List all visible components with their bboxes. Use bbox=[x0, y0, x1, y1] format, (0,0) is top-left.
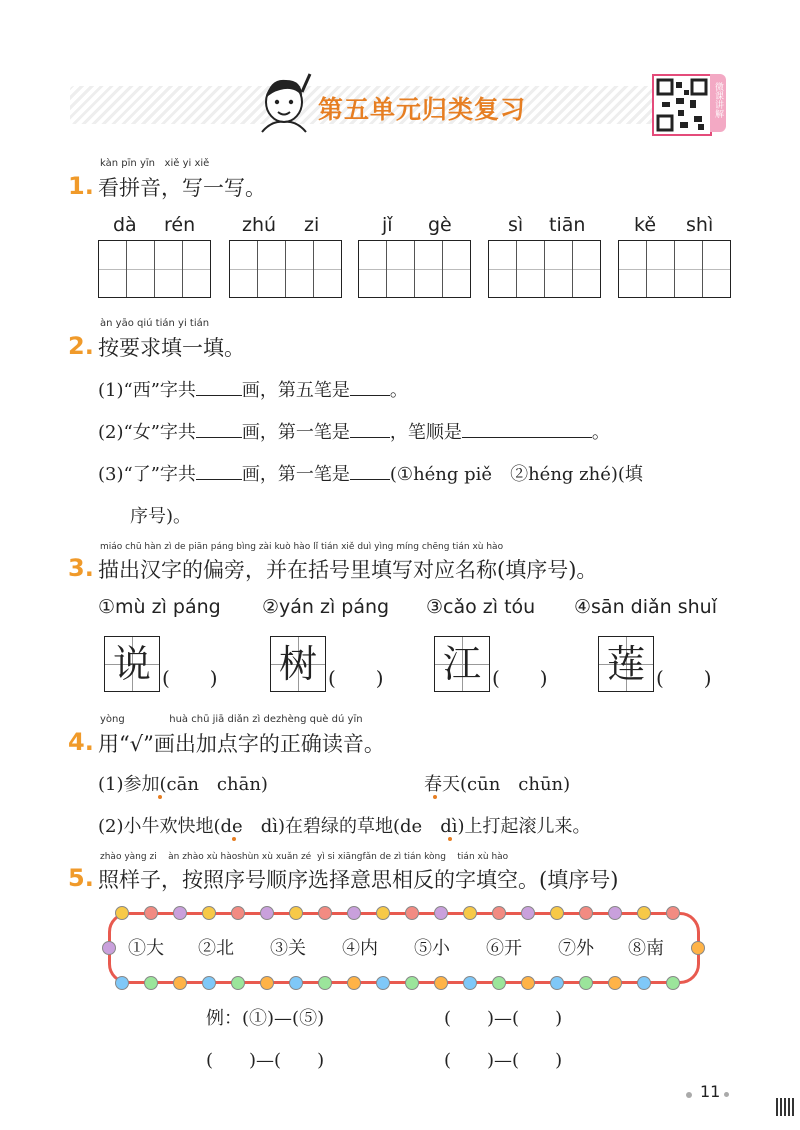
q5-answer-3[interactable]: ( )—( ) bbox=[444, 1050, 563, 1071]
q5-answer-2[interactable]: ( )—( ) bbox=[206, 1050, 325, 1071]
blank[interactable] bbox=[350, 461, 390, 480]
bead-icon bbox=[521, 906, 535, 920]
bead-icon bbox=[579, 906, 593, 920]
writing-grid-2[interactable] bbox=[229, 240, 342, 298]
q4-line-1a: (1)参加(cān chān) bbox=[98, 774, 268, 795]
q3-instruction: 描出汉字的偏旁，并在括号里填写对应名称(填序号)。 bbox=[98, 558, 598, 582]
q4-pinyin: yòng huà chū jiā diǎn zì dezhèng què dú yīn bbox=[100, 714, 363, 725]
q3-option-4: ④sān diǎn shuǐ bbox=[574, 596, 717, 618]
bead-border-box bbox=[108, 912, 700, 984]
q3-pinyin: miáo chū hàn zì de piān páng bìng zài kuò hào lǐ tián xiě duì yìng míng chēng tián xù hào bbox=[100, 542, 504, 552]
writing-grid-1[interactable] bbox=[98, 240, 211, 298]
bead-icon bbox=[405, 906, 419, 920]
bead-icon bbox=[289, 906, 303, 920]
q4-instruction: 用“√”画出加点字的正确读音。 bbox=[98, 732, 385, 756]
trace-char-2[interactable]: 树 bbox=[270, 636, 326, 692]
q1-number: 1. bbox=[68, 172, 94, 200]
bead-icon bbox=[231, 906, 245, 920]
small-qr-icon bbox=[776, 1098, 794, 1116]
bead-icon bbox=[173, 906, 187, 920]
emphasis-dot bbox=[433, 795, 437, 799]
blank[interactable] bbox=[196, 377, 242, 396]
bead-icon bbox=[691, 941, 705, 955]
bead-icon bbox=[492, 906, 506, 920]
bead-icon bbox=[376, 976, 390, 990]
q5-item-7: ⑦外 bbox=[558, 938, 594, 959]
page-dot-left bbox=[686, 1092, 692, 1098]
bead-icon bbox=[144, 976, 158, 990]
bead-icon bbox=[376, 906, 390, 920]
q5-example: 例：(①)—(⑤) bbox=[206, 1008, 325, 1029]
answer-paren-1[interactable]: ( ) bbox=[162, 666, 218, 690]
bead-icon bbox=[115, 906, 129, 920]
q5-number: 5. bbox=[68, 864, 94, 892]
writing-grid-3[interactable] bbox=[358, 240, 471, 298]
bead-icon bbox=[405, 976, 419, 990]
page-number: 11 bbox=[700, 1082, 721, 1101]
q1-box2-pinyin-a: zhú bbox=[242, 214, 277, 236]
q5-item-2: ②北 bbox=[198, 938, 234, 959]
bead-icon bbox=[318, 906, 332, 920]
page-title: 第五单元归类复习 bbox=[318, 95, 527, 124]
qr-code-icon[interactable] bbox=[652, 74, 712, 136]
q2-instruction: 按要求填一填。 bbox=[98, 336, 245, 360]
q5-answer-1[interactable]: ( )—( ) bbox=[444, 1008, 563, 1029]
answer-paren-2[interactable]: ( ) bbox=[328, 666, 384, 690]
emphasis-dot bbox=[448, 837, 452, 841]
q1-box4-pinyin-a: sì bbox=[508, 214, 524, 236]
q3-option-1: ①mù zì páng bbox=[98, 596, 221, 618]
bead-icon bbox=[231, 976, 245, 990]
q5-item-1: ①大 bbox=[128, 938, 164, 959]
bead-icon bbox=[173, 976, 187, 990]
bead-icon bbox=[434, 906, 448, 920]
q1-box3-pinyin-a: jǐ bbox=[382, 214, 393, 236]
blank[interactable] bbox=[350, 419, 390, 438]
bead-icon bbox=[637, 976, 651, 990]
bead-icon bbox=[347, 906, 361, 920]
q4-line-1b: 春天(cūn chūn) bbox=[424, 774, 571, 795]
q1-box5-pinyin-b: shì bbox=[686, 214, 714, 236]
q2-pinyin: àn yāo qiú tián yi tián bbox=[100, 318, 210, 329]
answer-paren-3[interactable]: ( ) bbox=[492, 666, 548, 690]
page-dot-right bbox=[724, 1092, 729, 1097]
bead-icon bbox=[666, 976, 680, 990]
q5-item-6: ⑥开 bbox=[486, 938, 522, 959]
q3-number: 3. bbox=[68, 554, 94, 582]
bead-icon bbox=[637, 906, 651, 920]
bead-icon bbox=[463, 906, 477, 920]
q2-line-2: (2)“女”字共 画，第一笔是 ，笔顺是 。 bbox=[98, 418, 610, 444]
blank[interactable] bbox=[196, 461, 242, 480]
bead-icon bbox=[521, 976, 535, 990]
bead-icon bbox=[202, 906, 216, 920]
bead-icon bbox=[579, 976, 593, 990]
bead-icon bbox=[202, 976, 216, 990]
q1-box4-pinyin-b: tiān bbox=[549, 214, 586, 236]
q2-number: 2. bbox=[68, 332, 94, 360]
q1-box1-pinyin-b: rén bbox=[164, 214, 196, 236]
q3-option-2: ②yán zì páng bbox=[262, 596, 390, 618]
q4-number: 4. bbox=[68, 728, 94, 756]
q5-item-3: ③关 bbox=[270, 938, 306, 959]
bead-icon bbox=[492, 976, 506, 990]
bead-icon bbox=[144, 906, 158, 920]
bead-icon bbox=[115, 976, 129, 990]
q5-item-5: ⑤小 bbox=[414, 938, 450, 959]
writing-grid-4[interactable] bbox=[488, 240, 601, 298]
bead-icon bbox=[102, 941, 116, 955]
q5-item-4: ④内 bbox=[342, 938, 378, 959]
trace-char-1[interactable]: 说 bbox=[104, 636, 160, 692]
bead-icon bbox=[666, 906, 680, 920]
bead-icon bbox=[318, 976, 332, 990]
q2-line-1: (1)“西”字共 画，第五笔是 。 bbox=[98, 376, 408, 402]
bead-icon bbox=[289, 976, 303, 990]
bead-icon bbox=[550, 976, 564, 990]
bead-icon bbox=[608, 906, 622, 920]
bead-icon bbox=[434, 976, 448, 990]
q1-box1-pinyin-a: dà bbox=[113, 214, 137, 236]
q3-option-3: ③cǎo zì tóu bbox=[426, 596, 536, 618]
qr-side-tab bbox=[710, 74, 726, 132]
q1-box5-pinyin-a: kě bbox=[634, 214, 657, 236]
emphasis-dot bbox=[232, 837, 236, 841]
answer-paren-4[interactable]: ( ) bbox=[656, 666, 712, 690]
q5-pinyin: zhào yàng zi àn zhào xù hàoshùn xù xuǎn zé yì si xiāngfǎn de zì tián kòng tián xù hào bbox=[100, 852, 509, 862]
bead-icon bbox=[608, 976, 622, 990]
qr-side-label: 微课讲解 bbox=[713, 82, 723, 118]
bead-icon bbox=[347, 976, 361, 990]
q1-pinyin: kàn pīn yīn xiě yi xiě bbox=[100, 158, 210, 169]
boy-mascot-icon bbox=[252, 72, 316, 138]
writing-grid-5[interactable] bbox=[618, 240, 731, 298]
q5-instruction: 照样子，按照序号顺序选择意思相反的字填空。(填序号) bbox=[98, 868, 619, 892]
bead-icon bbox=[260, 976, 274, 990]
trace-char-4[interactable]: 莲 bbox=[598, 636, 654, 692]
emphasis-dot bbox=[158, 795, 162, 799]
blank[interactable] bbox=[462, 419, 592, 438]
q2-line-3-cont: 序号)。 bbox=[130, 506, 192, 527]
blank[interactable] bbox=[196, 419, 242, 438]
q1-box2-pinyin-b: zi bbox=[304, 214, 320, 236]
trace-char-3[interactable]: 江 bbox=[434, 636, 490, 692]
q4-line-2: (2)小牛欢快地(de dì)在碧绿的草地(de dì)上打起滚儿来。 bbox=[98, 816, 591, 837]
q2-line-3: (3)“了”字共 画，第一笔是 (①héng piě ②héng zhé)(填 bbox=[98, 460, 643, 486]
blank[interactable] bbox=[350, 377, 390, 396]
bead-icon bbox=[463, 976, 477, 990]
bead-icon bbox=[260, 906, 274, 920]
q1-box3-pinyin-b: gè bbox=[428, 214, 452, 236]
q1-instruction: 看拼音，写一写。 bbox=[98, 176, 266, 200]
bead-icon bbox=[550, 906, 564, 920]
q5-item-8: ⑧南 bbox=[628, 938, 664, 959]
